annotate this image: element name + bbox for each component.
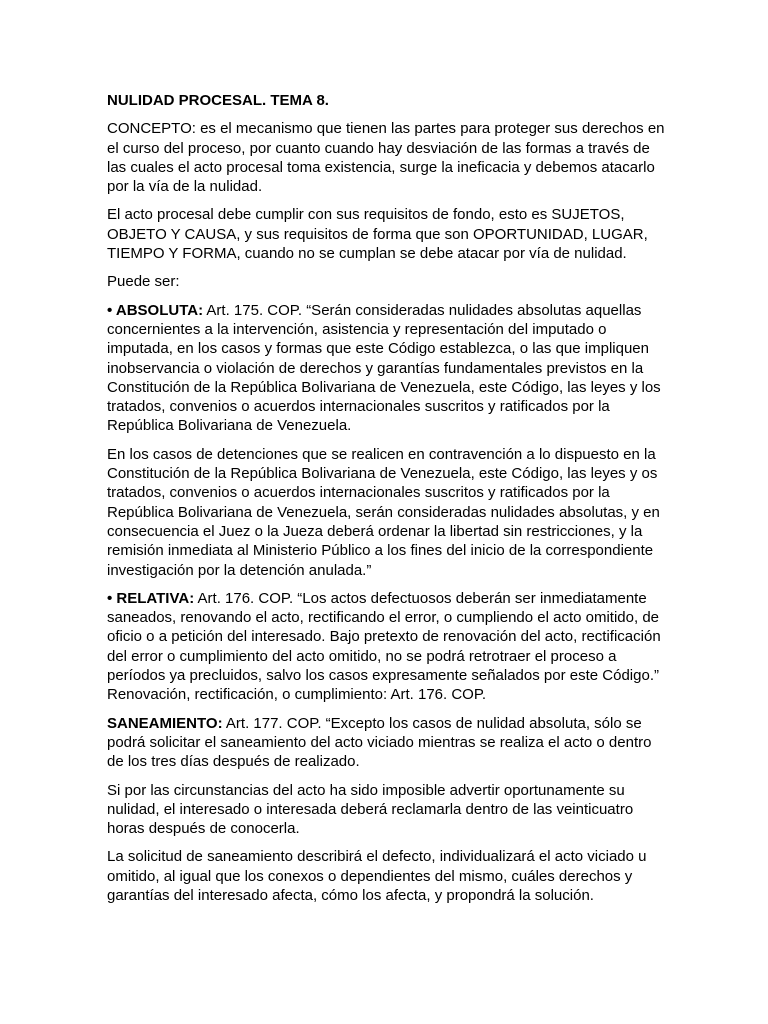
paragraph-solicitud — [107, 847, 667, 905]
paragraph-lead: • ABSOLUTA: — [107, 301, 204, 319]
paragraph-text: Art. 177. COP. “Excepto los casos de nulidad absoluta, sólo se podrá solicitar el saneamiento del acto viciado mientras se realiza el acto o dentro de los tres días después de realizado. — [107, 714, 652, 771]
document-title: NULIDAD PROCESAL. TEMA 8. — [107, 92, 329, 109]
paragraph-text: Puede ser: — [107, 273, 180, 291]
paragraph-text: La solicitud de saneamiento describirá el defecto, individualizará el acto viciado u omitido, al igual que los conexos o dependientes del mismo, cuáles derechos y garantías del interesado afecta, cómo los afecta, y propondrá la solución. — [107, 848, 647, 904]
paragraph-concepto — [107, 119, 667, 196]
paragraph-saneamiento — [107, 714, 667, 772]
document-body — [107, 91, 667, 914]
paragraph-text: CONCEPTO: es el mecanismo que tienen las partes para proteger sus derechos en el curso del proceso, por cuanto cuando hay desviación de las formas a través de las cuales el acto procesal toma existencia, surge la ineficacia y debemos atacarlo por la vía de la nulidad. — [107, 120, 665, 196]
paragraph-text: El acto procesal debe cumplir con sus requisitos de fondo, esto es SUJETOS, OBJETO Y CAUSA, y sus requisitos de forma que son OPORTUNIDAD, LUGAR, TIEMPO Y FORMA, cuando no se cumplan se debe atacar por vía de nulidad. — [107, 206, 648, 263]
paragraph-detenciones — [107, 445, 667, 580]
paragraph-requisitos — [107, 205, 667, 263]
paragraph-text: Art. 176. COP. “Los actos defectuosos deberán ser inmediatamente saneados, renovando el acto, rectificando el error, o cumpliendo el acto omitido, de oficio o a petición del interesado. Bajo pretexto de renovación del acto, rectificación del error o cumplimiento del acto omitido, no se podrá retrotraer el proceso a períodos ya precluidos, salvo los casos expresamente señalados por este Código.” Renovación, rectificación, o cumplimiento: Art. 176. COP. — [107, 589, 661, 704]
paragraph-text: Si por las circunstancias del acto ha sido imposible advertir oportunamente su nulidad, el interesado o interesada deberá reclamarla dentro de las veinticuatro horas después de conocerla. — [107, 781, 634, 838]
paragraph-absoluta — [107, 301, 667, 436]
paragraph-lead: SANEAMIENTO: — [107, 714, 223, 732]
paragraph-relativa — [107, 589, 667, 705]
paragraph-text: Art. 175. COP. “Serán consideradas nulidades absolutas aquellas concernientes a la intervención, asistencia y representación del imputado o imputada, en los casos y formas que este Código establezca, o las que impliquen inobservancia o violación de derechos y garantías fundamentales previstos en la Constitución de la República Bolivariana de Venezuela, este Código, las leyes y los tratados, convenios o acuerdos internacionales suscritos y ratificados por la República Bolivariana de Venezuela. — [107, 301, 661, 435]
paragraph-text: En los casos de detenciones que se realicen en contravención a lo dispuesto en la Constitución de la República Bolivariana de Venezuela, este Código, las leyes y os tratados, convenios o acuerdos internacionales suscritos y ratificados por la República Bolivariana de Venezuela, serán consideradas nulidades absolutas, y en consecuencia el Juez o la Jueza deberá ordenar la libertad sin restricciones, y la remisión inmediata al Ministerio Público a los fines del inicio de la correspondiente investigación por la detención anulada.” — [107, 445, 660, 579]
paragraph-puede-ser — [107, 272, 667, 291]
paragraph-lead: • RELATIVA: — [107, 589, 195, 607]
paragraph-circunstancias — [107, 781, 667, 839]
